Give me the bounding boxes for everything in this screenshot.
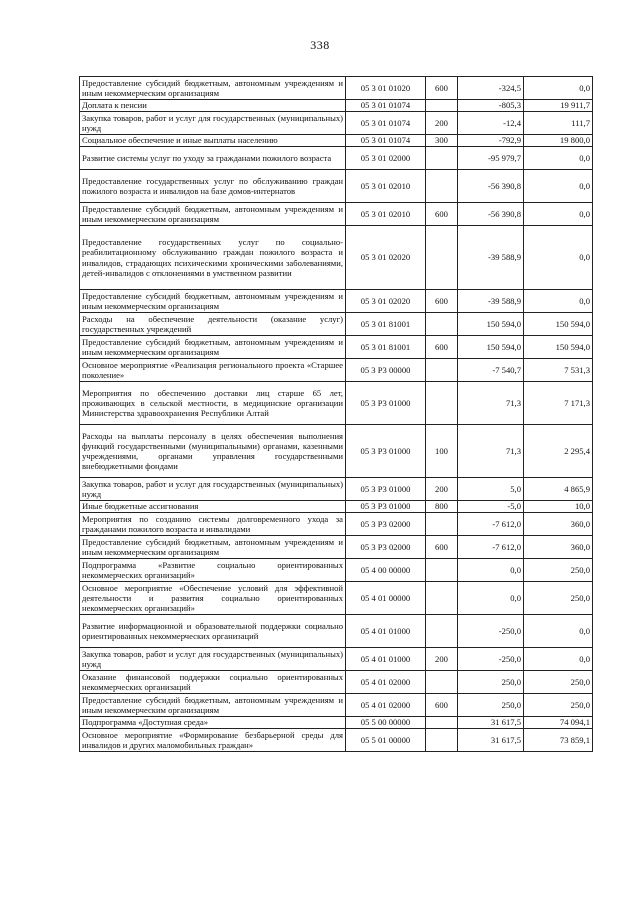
row-name-cell: Предоставление субсидий бюджетным, автономным учреждениям и иным некоммерческим организациям	[80, 203, 346, 226]
row-change-amount-cell: -56 390,8	[458, 170, 524, 203]
row-expense-type-cell	[426, 226, 458, 290]
row-change-amount-cell: -250,0	[458, 615, 524, 648]
row-expense-type-cell	[426, 170, 458, 203]
row-total-amount-cell: 0,0	[524, 203, 593, 226]
row-name-cell: Закупка товаров, работ и услуг для государственных (муниципальных) нужд	[80, 112, 346, 135]
row-change-amount-cell: 71,3	[458, 382, 524, 425]
row-code-cell: 05 3 01 02020	[346, 226, 426, 290]
row-expense-type-cell: 800	[426, 501, 458, 513]
row-name-cell: Оказание финансовой поддержки социально ориентированных некоммерческих организаций	[80, 671, 346, 694]
table-row	[80, 425, 593, 478]
row-total-amount-cell: 4 865,9	[524, 478, 593, 501]
row-expense-type-cell	[426, 717, 458, 729]
row-name-cell: Мероприятия по созданию системы долговременного ухода за гражданами пожилого возраста и инвалидами	[80, 513, 346, 536]
row-expense-type-cell	[426, 382, 458, 425]
table-row	[80, 694, 593, 717]
row-total-amount-cell: 7 171,3	[524, 382, 593, 425]
row-code-cell: 05 3 P3 01000	[346, 425, 426, 478]
row-code-cell: 05 3 P3 01000	[346, 382, 426, 425]
row-code-cell: 05 3 01 02010	[346, 203, 426, 226]
row-total-amount-cell: 250,0	[524, 671, 593, 694]
row-expense-type-cell	[426, 671, 458, 694]
row-change-amount-cell: 250,0	[458, 671, 524, 694]
table-row	[80, 729, 593, 752]
table-row	[80, 615, 593, 648]
row-total-amount-cell: 0,0	[524, 77, 593, 100]
row-name-cell: Мероприятия по обеспечению доставки лиц старше 65 лет, проживающих в сельской местности, в медицинские организации Министерства здравоохранения Республики Алтай	[80, 382, 346, 425]
row-expense-type-cell	[426, 100, 458, 112]
row-total-amount-cell: 360,0	[524, 536, 593, 559]
row-code-cell: 05 4 01 01000	[346, 648, 426, 671]
row-change-amount-cell: -39 588,9	[458, 290, 524, 313]
row-expense-type-cell	[426, 582, 458, 615]
table-row	[80, 559, 593, 582]
row-change-amount-cell: 31 617,5	[458, 729, 524, 752]
row-expense-type-cell: 300	[426, 135, 458, 147]
row-name-cell: Доплата к пенсии	[80, 100, 346, 112]
row-code-cell: 05 3 P3 02000	[346, 513, 426, 536]
row-expense-type-cell	[426, 615, 458, 648]
row-expense-type-cell	[426, 559, 458, 582]
row-change-amount-cell: -250,0	[458, 648, 524, 671]
row-code-cell: 05 3 01 02020	[346, 290, 426, 313]
row-expense-type-cell: 200	[426, 648, 458, 671]
row-expense-type-cell	[426, 313, 458, 336]
row-expense-type-cell	[426, 359, 458, 382]
table-row	[80, 536, 593, 559]
table-row	[80, 290, 593, 313]
row-total-amount-cell: 2 295,4	[524, 425, 593, 478]
row-code-cell: 05 4 01 02000	[346, 671, 426, 694]
row-code-cell: 05 3 01 02000	[346, 147, 426, 170]
row-expense-type-cell	[426, 729, 458, 752]
row-total-amount-cell: 150 594,0	[524, 313, 593, 336]
row-name-cell: Подпрограмма «Доступная среда»	[80, 717, 346, 729]
table-row	[80, 671, 593, 694]
row-total-amount-cell: 7 531,3	[524, 359, 593, 382]
table-row	[80, 501, 593, 513]
row-expense-type-cell	[426, 147, 458, 170]
row-name-cell: Подпрограмма «Развитие социально ориентированных некоммерческих организаций»	[80, 559, 346, 582]
row-code-cell: 05 3 P3 02000	[346, 536, 426, 559]
table-row	[80, 203, 593, 226]
row-name-cell: Предоставление субсидий бюджетным, автономным учреждениям и иным некоммерческим организациям	[80, 290, 346, 313]
row-name-cell: Иные бюджетные ассигнования	[80, 501, 346, 513]
row-code-cell: 05 3 01 02010	[346, 170, 426, 203]
row-total-amount-cell: 0,0	[524, 226, 593, 290]
table-row	[80, 717, 593, 729]
row-change-amount-cell: -5,0	[458, 501, 524, 513]
row-code-cell: 05 4 01 01000	[346, 615, 426, 648]
row-name-cell: Основное мероприятие «Реализация регионального проекта «Старшее поколение»	[80, 359, 346, 382]
row-change-amount-cell: 0,0	[458, 559, 524, 582]
row-name-cell: Предоставление субсидий бюджетным, автономным учреждениям и иным некоммерческим организациям	[80, 536, 346, 559]
row-total-amount-cell: 0,0	[524, 648, 593, 671]
table-row	[80, 226, 593, 290]
row-name-cell: Закупка товаров, работ и услуг для государственных (муниципальных) нужд	[80, 478, 346, 501]
row-change-amount-cell: -792,9	[458, 135, 524, 147]
row-code-cell: 05 3 01 01074	[346, 135, 426, 147]
table-row	[80, 648, 593, 671]
row-name-cell: Основное мероприятие «Обеспечение условий для эффективной деятельности и развития социально ориентированных некоммерческих организаций»	[80, 582, 346, 615]
row-total-amount-cell: 73 859,1	[524, 729, 593, 752]
row-name-cell: Расходы на обеспечение деятельности (оказание услуг) государственных учреждений	[80, 313, 346, 336]
row-change-amount-cell: 31 617,5	[458, 717, 524, 729]
row-total-amount-cell: 74 094,1	[524, 717, 593, 729]
page-number: 338	[310, 38, 330, 52]
row-change-amount-cell: -324,5	[458, 77, 524, 100]
table-row	[80, 112, 593, 135]
row-total-amount-cell: 10,0	[524, 501, 593, 513]
row-change-amount-cell: -39 588,9	[458, 226, 524, 290]
row-code-cell: 05 3 01 01074	[346, 112, 426, 135]
row-expense-type-cell: 600	[426, 694, 458, 717]
row-code-cell: 05 5 00 00000	[346, 717, 426, 729]
row-code-cell: 05 5 01 00000	[346, 729, 426, 752]
row-code-cell: 05 4 01 02000	[346, 694, 426, 717]
row-change-amount-cell: 150 594,0	[458, 336, 524, 359]
table-row	[80, 147, 593, 170]
row-change-amount-cell: 71,3	[458, 425, 524, 478]
row-expense-type-cell: 100	[426, 425, 458, 478]
table-row	[80, 382, 593, 425]
row-change-amount-cell: 250,0	[458, 694, 524, 717]
row-change-amount-cell: -95 979,7	[458, 147, 524, 170]
row-total-amount-cell: 111,7	[524, 112, 593, 135]
row-code-cell: 05 4 00 00000	[346, 559, 426, 582]
row-expense-type-cell: 600	[426, 77, 458, 100]
row-name-cell: Развитие информационной и образовательной поддержки социально ориентированных некоммерческих организаций	[80, 615, 346, 648]
table-row	[80, 100, 593, 112]
row-code-cell: 05 3 01 01020	[346, 77, 426, 100]
row-total-amount-cell: 19 800,0	[524, 135, 593, 147]
table-row	[80, 582, 593, 615]
table-row	[80, 170, 593, 203]
row-expense-type-cell: 200	[426, 478, 458, 501]
table-row	[80, 513, 593, 536]
row-total-amount-cell: 250,0	[524, 694, 593, 717]
row-total-amount-cell: 0,0	[524, 170, 593, 203]
row-name-cell: Социальное обеспечение и иные выплаты населению	[80, 135, 346, 147]
budget-table-body	[80, 77, 593, 752]
row-total-amount-cell: 360,0	[524, 513, 593, 536]
row-code-cell: 05 3 P3 01000	[346, 478, 426, 501]
table-row	[80, 77, 593, 100]
row-change-amount-cell: -7 612,0	[458, 536, 524, 559]
row-expense-type-cell: 600	[426, 203, 458, 226]
row-total-amount-cell: 250,0	[524, 559, 593, 582]
row-change-amount-cell: -12,4	[458, 112, 524, 135]
row-total-amount-cell: 0,0	[524, 147, 593, 170]
row-name-cell: Предоставление субсидий бюджетным, автономным учреждениям и иным некоммерческим организациям	[80, 77, 346, 100]
row-total-amount-cell: 150 594,0	[524, 336, 593, 359]
table-row	[80, 478, 593, 501]
table-row	[80, 135, 593, 147]
row-code-cell: 05 3 P3 00000	[346, 359, 426, 382]
row-change-amount-cell: -56 390,8	[458, 203, 524, 226]
table-row	[80, 336, 593, 359]
row-name-cell: Предоставление субсидий бюджетным, автономным учреждениям и иным некоммерческим организациям	[80, 336, 346, 359]
row-change-amount-cell: 0,0	[458, 582, 524, 615]
row-total-amount-cell: 250,0	[524, 582, 593, 615]
row-expense-type-cell: 600	[426, 336, 458, 359]
budget-table	[79, 76, 593, 752]
row-change-amount-cell: 5,0	[458, 478, 524, 501]
row-name-cell: Предоставление субсидий бюджетным, автономным учреждениям и иным некоммерческим организациям	[80, 694, 346, 717]
row-name-cell: Предоставление государственных услуг по обслуживанию граждан пожилого возраста и инвалидов на базе домов-интернатов	[80, 170, 346, 203]
row-total-amount-cell: 0,0	[524, 615, 593, 648]
row-name-cell: Развитие системы услуг по уходу за гражданами пожилого возраста	[80, 147, 346, 170]
row-change-amount-cell: -805,3	[458, 100, 524, 112]
row-expense-type-cell: 600	[426, 290, 458, 313]
row-expense-type-cell: 200	[426, 112, 458, 135]
row-change-amount-cell: -7 540,7	[458, 359, 524, 382]
row-name-cell: Предоставление государственных услуг по социально-реабилитационному обслуживанию граждан пожилого возраста и инвалидов, страдающих психическими хроническими заболеваниями, детей-инвалидов с отклонениями в умственном развитии	[80, 226, 346, 290]
row-name-cell: Расходы на выплаты персоналу в целях обеспечения выполнения функций государственными (муниципальными) органами, казенными учреждениями, органами управления государственными внебюджетными фондами	[80, 425, 346, 478]
row-code-cell: 05 3 01 81001	[346, 313, 426, 336]
row-code-cell: 05 4 01 00000	[346, 582, 426, 615]
row-name-cell: Закупка товаров, работ и услуг для государственных (муниципальных) нужд	[80, 648, 346, 671]
row-total-amount-cell: 0,0	[524, 290, 593, 313]
table-row	[80, 313, 593, 336]
row-code-cell: 05 3 01 01074	[346, 100, 426, 112]
row-expense-type-cell: 600	[426, 536, 458, 559]
row-total-amount-cell: 19 911,7	[524, 100, 593, 112]
row-change-amount-cell: 150 594,0	[458, 313, 524, 336]
row-code-cell: 05 3 01 81001	[346, 336, 426, 359]
row-name-cell: Основное мероприятие «Формирование безбарьерной среды для инвалидов и других маломобильных граждан»	[80, 729, 346, 752]
row-change-amount-cell: -7 612,0	[458, 513, 524, 536]
row-expense-type-cell	[426, 513, 458, 536]
row-code-cell: 05 3 P3 01000	[346, 501, 426, 513]
table-row	[80, 359, 593, 382]
